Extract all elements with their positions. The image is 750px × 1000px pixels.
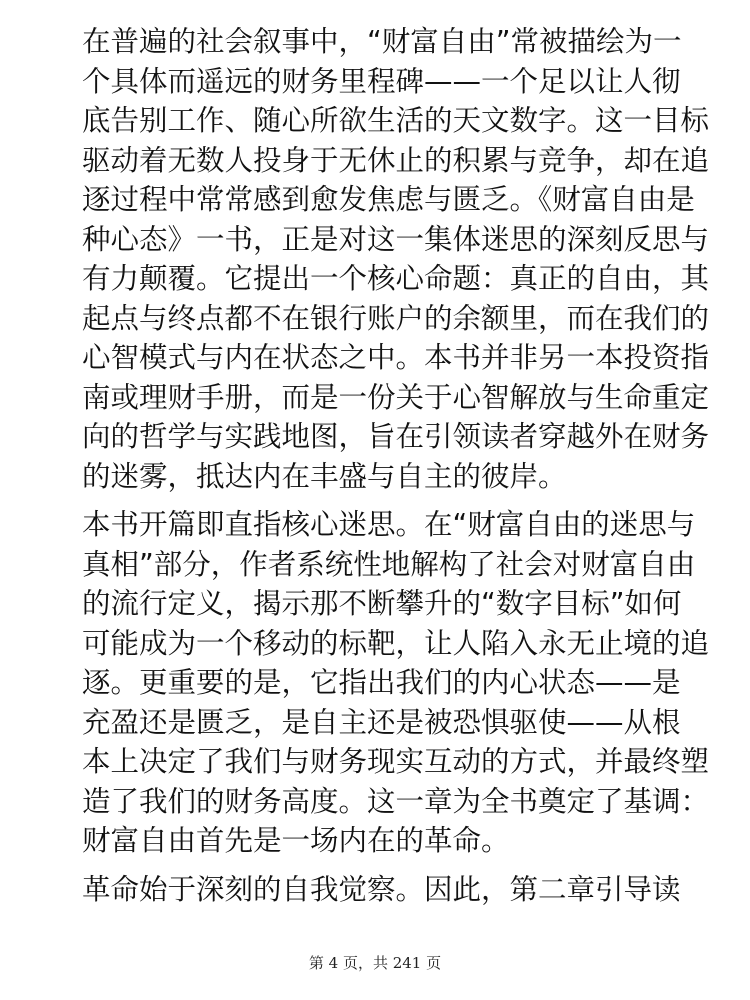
text-line: 逐过程中常常感到愈发焦虑与匮乏。《财富自由是 (82, 183, 695, 216)
text-line: 个具体而遥远的财务里程碑——一个足以让人彻 (82, 64, 681, 98)
text-line: 逐。更重要的是，它指出我们的内心状态——是 (82, 666, 681, 699)
text-line: 向的哲学与实践地图，旨在引领读者穿越外在财务 (82, 420, 710, 453)
text-line: 驱动着无数人投身于无休止的积累与竞争，却在追 (82, 143, 710, 177)
text-line: 心智模式与内在状态之中。本书并非另一本投资指 (82, 341, 710, 374)
page-number-footer: 第 4 页，共 241 页 (308, 954, 442, 972)
paragraph-1 (82, 22, 710, 496)
text-line: 充盈还是匮乏，是自主还是被恐惧驱使——从根 (82, 705, 681, 739)
text-line: 的迷雾，抵达内在丰盛与自主的彼岸。 (82, 459, 567, 493)
paragraph-2 (82, 505, 710, 861)
text-line: 可能成为一个移动的标靶，让人陷入永无止境的追 (82, 626, 710, 660)
text-line: 革命始于深刻的自我觉察。因此，第二章引导读 (82, 872, 681, 906)
text-line: 本书开篇即直指核心迷思。在“财富自由的迷思与 (82, 508, 696, 541)
text-line: 底告别工作、随心所欲生活的天文数字。这一目标 (82, 104, 710, 137)
text-line: 真相”部分，作者系统性地解构了社会对财富自由 (82, 547, 696, 581)
page-body (82, 22, 710, 918)
text-line: 起点与终点都不在银行账户的余额里，而在我们的 (82, 301, 710, 335)
text-line: 南或理财手册，而是一份关于心智解放与生命重定 (82, 380, 710, 414)
text-line: 种心态》一书，正是对这一集体迷思的深刻反思与 (82, 222, 710, 256)
text-line: 的流行定义，揭示那不断攀升的“数字目标”如何 (82, 587, 682, 620)
text-line: 财富自由首先是一场内在的革命。 (82, 824, 510, 857)
text-line: 造了我们的财务高度。这一章为全书奠定了基调： (82, 784, 710, 818)
paragraph-3 (82, 870, 681, 910)
text-line: 在普遍的社会叙事中，“财富自由”常被描绘为一 (82, 25, 682, 58)
text-line: 有力颠覆。它提出一个核心命题：真正的自由，其 (82, 262, 710, 295)
text-line: 本上决定了我们与财务现实互动的方式，并最终塑 (82, 745, 710, 778)
